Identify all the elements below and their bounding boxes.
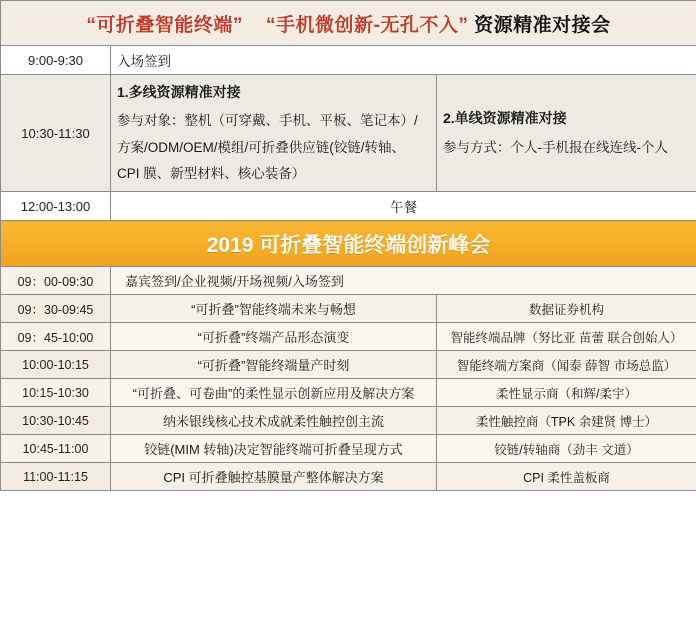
matching-left-cell [111,75,437,192]
matching-left-line-3: CPI 膜、新型材料、核心装备） [117,165,306,181]
section1-title [1,1,696,46]
section2-banner-row [1,221,696,267]
row-topic: 纳米银线核心技术成就柔性触控创主流 [111,407,437,435]
row-topic: “可折叠”智能终端量产时刻 [111,351,437,379]
row-topic: “可折叠”终端产品形态演变 [111,323,437,351]
row-org: CPI 柔性盖板商 [437,463,696,491]
table-row [1,323,696,351]
table-row [1,46,696,75]
matching-left-heading: 1.多线资源精准对接 [117,84,241,100]
row-topic: 铰链(MIM 转轴)决定智能终端可折叠呈现方式 [111,435,437,463]
section2-banner: 2019 可折叠智能终端创新峰会 [1,221,696,267]
table-row [1,295,696,323]
row-time: 10:30-10:45 [1,407,111,435]
section1-title-spacer [249,15,261,36]
section1-title-row [1,1,696,46]
matching-row [1,75,696,192]
section1-title-right: 资源精准对接会 [474,14,611,36]
row-text: 入场签到 [111,46,696,75]
matching-left-line-1: 参与对象：整机（可穿戴、手机、平板、笔记本）/ [117,113,418,129]
row-org: 数据证券机构 [437,295,696,323]
matching-right-heading: 2.单线资源精准对接 [443,110,567,127]
row-time: 10:30-11:30 [1,75,111,192]
table-row [1,407,696,435]
table-row [1,192,696,221]
row-topic: CPI 可折叠触控基膜量产整体解决方案 [111,463,437,491]
table-row [1,267,696,295]
table-row [1,351,696,379]
row-time: 10:15-10:30 [1,379,111,407]
row-time: 12:00-13:00 [1,192,111,221]
row-time: 9:00-9:30 [1,46,111,75]
row-topic: “可折叠”智能终端未来与畅想 [111,295,437,323]
row-time: 11:00-11:15 [1,463,111,491]
row-time: 10:45-11:00 [1,435,111,463]
table-row [1,379,696,407]
section1-title-left: “可折叠智能终端” [86,14,243,36]
row-org: 柔性显示商（和辉/柔宇） [437,379,696,407]
row-time: 09：30-09:45 [1,295,111,323]
matching-left-line-2: 方案/ODM/OEM/模组/可折叠供应链(铰链/转轴、 [117,139,405,155]
row-time: 10:00-10:15 [1,351,111,379]
row-org: 铰链/转轴商（劲丰 文道） [437,435,696,463]
row-text: 午餐 [111,192,696,221]
table-row [1,463,696,491]
row-topic: 嘉宾签到/企业视频/开场视频/入场签到 [111,267,696,295]
row-org: 智能终端方案商（闻泰 薛智 市场总监） [437,351,696,379]
row-org: 柔性触控商（TPK 余建贤 博士） [437,407,696,435]
row-topic: “可折叠、可卷曲”的柔性显示创新应用及解决方案 [111,379,437,407]
matching-right-line-1: 参与方式：个人-手机报在线连线-个人 [443,139,668,155]
table-row [1,435,696,463]
row-org: 智能终端品牌（努比亚 苗蕾 联合创始人） [437,323,696,351]
row-time: 09：00-09:30 [1,267,111,295]
row-time: 09：45-10:00 [1,323,111,351]
section1-title-mid: “手机微创新-无孔不入” [266,14,469,36]
matching-right-cell [437,75,696,192]
